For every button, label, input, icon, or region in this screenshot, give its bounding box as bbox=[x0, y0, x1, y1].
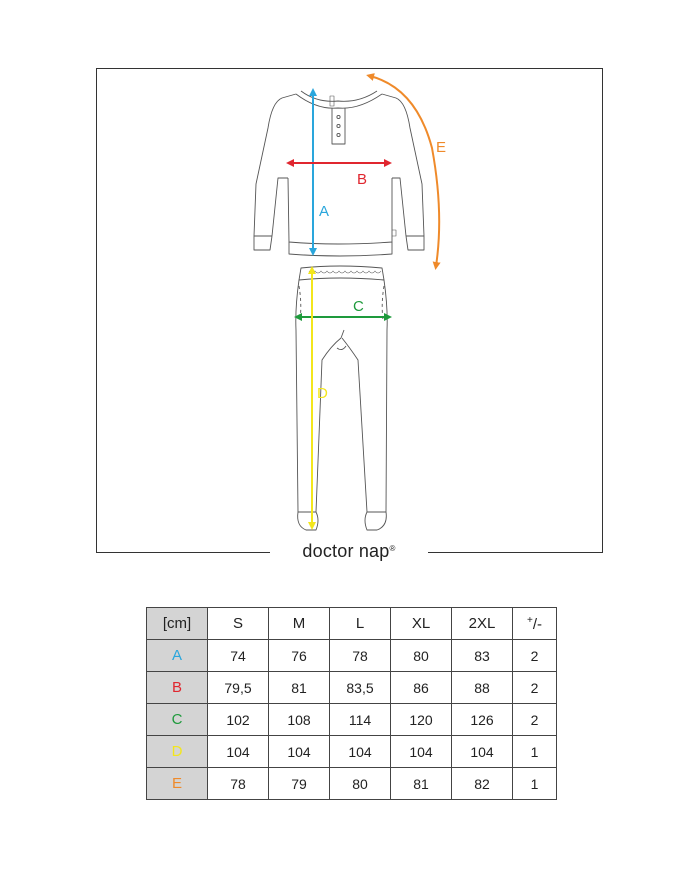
pajama-top-drawing bbox=[254, 91, 424, 256]
size-header-m: M bbox=[269, 608, 330, 640]
table-cell: 80 bbox=[391, 640, 452, 672]
tolerance-cell: 1 bbox=[513, 736, 557, 768]
row-key-a: A bbox=[147, 640, 208, 672]
size-header-2xl: 2XL bbox=[452, 608, 513, 640]
size-header-l: L bbox=[330, 608, 391, 640]
table-cell: 82 bbox=[452, 768, 513, 800]
table-cell: 80 bbox=[330, 768, 391, 800]
row-key-e: E bbox=[147, 768, 208, 800]
size-diagram bbox=[96, 68, 603, 553]
table-cell: 120 bbox=[391, 704, 452, 736]
tolerance-cell: 1 bbox=[513, 768, 557, 800]
table-cell: 108 bbox=[269, 704, 330, 736]
size-header-xl: XL bbox=[391, 608, 452, 640]
tolerance-cell: 2 bbox=[513, 672, 557, 704]
table-cell: 104 bbox=[391, 736, 452, 768]
table-cell: 104 bbox=[269, 736, 330, 768]
frame-border bbox=[97, 69, 603, 553]
pajama-pants-drawing bbox=[296, 266, 387, 530]
table-cell: 126 bbox=[452, 704, 513, 736]
table-row bbox=[147, 704, 557, 736]
row-key-d: D bbox=[147, 736, 208, 768]
table-cell: 78 bbox=[330, 640, 391, 672]
table-cell: 88 bbox=[452, 672, 513, 704]
size-header-s: S bbox=[208, 608, 269, 640]
table-cell: 83 bbox=[452, 640, 513, 672]
table-row bbox=[147, 672, 557, 704]
table-header-row bbox=[147, 608, 557, 640]
unit-header: [cm] bbox=[147, 608, 208, 640]
size-chart-table bbox=[146, 607, 557, 800]
table-cell: 104 bbox=[208, 736, 269, 768]
table-cell: 78 bbox=[208, 768, 269, 800]
measure-label-e: E bbox=[436, 139, 447, 156]
table-row bbox=[147, 768, 557, 800]
tolerance-header: +/- bbox=[513, 608, 557, 640]
measure-label-b: B bbox=[357, 171, 368, 188]
tolerance-cell: 2 bbox=[513, 704, 557, 736]
row-key-c: C bbox=[147, 704, 208, 736]
table-cell: 81 bbox=[391, 768, 452, 800]
table-cell: 104 bbox=[330, 736, 391, 768]
table-cell: 81 bbox=[269, 672, 330, 704]
pajama-diagram-svg bbox=[96, 68, 603, 553]
brand-logo bbox=[270, 538, 428, 564]
measure-arrow-e bbox=[370, 76, 439, 266]
table-cell: 76 bbox=[269, 640, 330, 672]
table-cell: 79 bbox=[269, 768, 330, 800]
table-row bbox=[147, 736, 557, 768]
table-cell: 83,5 bbox=[330, 672, 391, 704]
table-cell: 114 bbox=[330, 704, 391, 736]
measure-label-c: C bbox=[353, 298, 364, 315]
row-key-b: B bbox=[147, 672, 208, 704]
table-cell: 104 bbox=[452, 736, 513, 768]
measure-label-d: D bbox=[317, 385, 328, 402]
tolerance-cell: 2 bbox=[513, 640, 557, 672]
table-cell: 102 bbox=[208, 704, 269, 736]
table-row bbox=[147, 640, 557, 672]
brand-name: doctor nap bbox=[302, 541, 390, 561]
table-cell: 86 bbox=[391, 672, 452, 704]
measure-label-a: A bbox=[319, 203, 330, 220]
registered-mark: ® bbox=[389, 544, 396, 553]
table-cell: 79,5 bbox=[208, 672, 269, 704]
table-cell: 74 bbox=[208, 640, 269, 672]
